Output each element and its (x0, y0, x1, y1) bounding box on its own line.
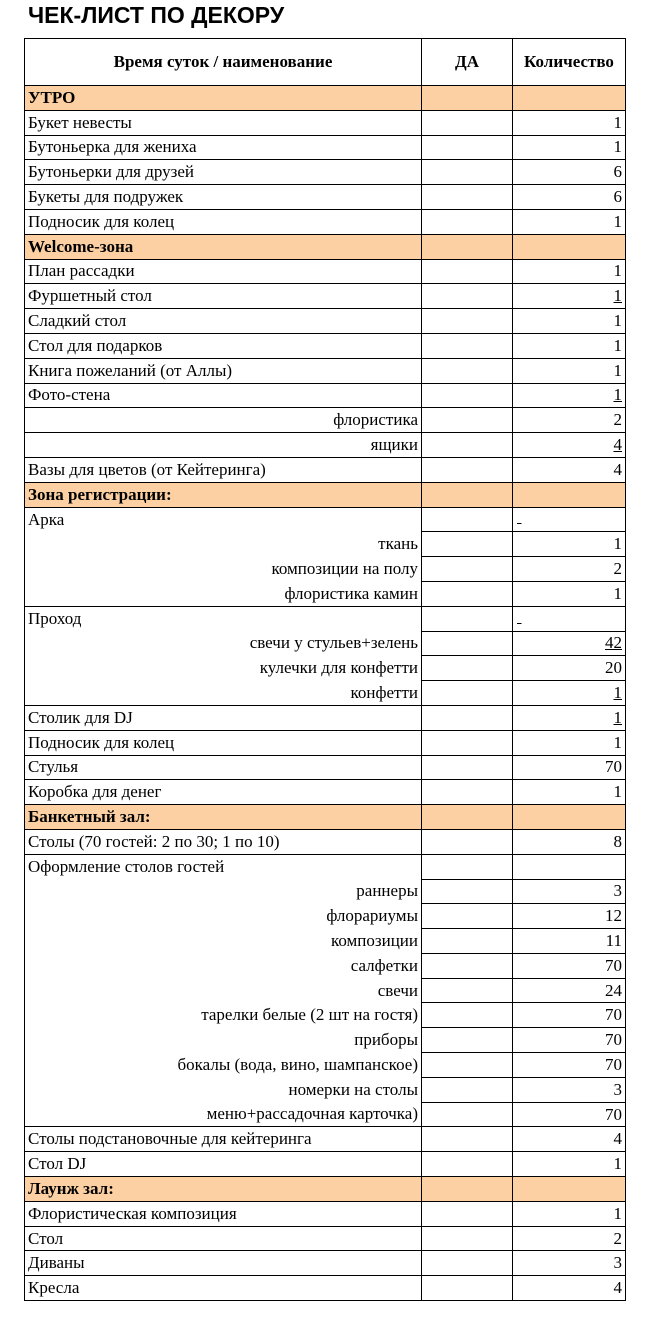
yes-checkbox-cell[interactable] (422, 209, 513, 234)
table-row (25, 953, 626, 978)
quantity-value: 70 (605, 1005, 622, 1025)
quantity-cell (513, 904, 626, 929)
quantity-cell (513, 557, 626, 582)
table-row (25, 904, 626, 929)
item-name: Арка (25, 507, 422, 532)
item-name: Проход (25, 606, 422, 631)
quantity-cell (513, 1226, 626, 1251)
yes-checkbox-cell[interactable] (422, 135, 513, 160)
item-name: Подносик для колец (25, 209, 422, 234)
quantity-value (517, 514, 522, 524)
yes-checkbox-cell[interactable] (422, 581, 513, 606)
quantity-cell (513, 581, 626, 606)
quantity-value: 1 (613, 1154, 622, 1174)
quantity-cell (513, 160, 626, 185)
yes-checkbox-cell[interactable] (422, 1053, 513, 1078)
item-name: Бутоньерка для жениха (25, 135, 422, 160)
quantity-cell (513, 1077, 626, 1102)
quantity-cell (513, 259, 626, 284)
quantity-value: 6 (613, 162, 622, 182)
quantity-cell (513, 1152, 626, 1177)
section-title: Зона регистрации: (25, 482, 422, 507)
sub-item-name: флористика камин (25, 581, 422, 606)
column-header-quantity: Количество (513, 39, 626, 86)
quantity-value: 1 (613, 112, 622, 132)
table-row (25, 681, 626, 706)
quantity-value: 1 (613, 311, 622, 331)
quantity-value: 1 (613, 1203, 622, 1223)
table-row (25, 929, 626, 954)
quantity-value: 1 (613, 335, 622, 355)
yes-checkbox-cell[interactable] (422, 978, 513, 1003)
item-name: Букет невесты (25, 110, 422, 135)
yes-checkbox-cell[interactable] (422, 854, 513, 879)
item-name: Коробка для денег (25, 780, 422, 805)
quantity-value: 2 (613, 1228, 622, 1248)
yes-checkbox-cell[interactable] (422, 805, 513, 830)
quantity-cell (513, 929, 626, 954)
quantity-value: 4 (613, 459, 622, 479)
quantity-value: 70 (605, 757, 622, 777)
table-row (25, 978, 626, 1003)
table-row (25, 656, 626, 681)
quantity-value: 2 (613, 410, 622, 430)
quantity-value: 70 (605, 955, 622, 975)
item-name: Сладкий стол (25, 309, 422, 334)
quantity-value: 11 (605, 930, 622, 950)
table-row (25, 110, 626, 135)
sub-item-name: композиции на полу (25, 557, 422, 582)
sub-item-name: свечи (25, 978, 422, 1003)
quantity-value: 1 (613, 286, 622, 306)
quantity-cell (513, 86, 626, 111)
section-title: Welcome-зона (25, 234, 422, 259)
sub-item-name: салфетки (25, 953, 422, 978)
yes-checkbox-cell[interactable] (422, 879, 513, 904)
item-name: Вазы для цветов (от Кейтеринга) (25, 457, 422, 482)
table-row (25, 1226, 626, 1251)
section-header-row (25, 234, 626, 259)
table-row (25, 408, 626, 433)
table-header-row (25, 39, 626, 86)
table-row (25, 259, 626, 284)
yes-checkbox-cell[interactable] (422, 730, 513, 755)
yes-checkbox-cell[interactable] (422, 482, 513, 507)
decor-checklist-table (24, 38, 626, 1301)
item-name: Столик для DJ (25, 705, 422, 730)
yes-checkbox-cell[interactable] (422, 1226, 513, 1251)
yes-checkbox-cell[interactable] (422, 1028, 513, 1053)
yes-checkbox-cell[interactable] (422, 705, 513, 730)
section-header-row (25, 805, 626, 830)
quantity-cell (513, 1003, 626, 1028)
table-row (25, 507, 626, 532)
quantity-cell (513, 507, 626, 532)
quantity-cell (513, 829, 626, 854)
item-name: Столы подстановочные для кейтеринга (25, 1127, 422, 1152)
quantity-cell (513, 681, 626, 706)
quantity-value: 70 (605, 1054, 622, 1074)
quantity-value: 4 (613, 1129, 622, 1149)
yes-checkbox-cell[interactable] (422, 681, 513, 706)
yes-checkbox-cell[interactable] (422, 631, 513, 656)
yes-checkbox-cell[interactable] (422, 383, 513, 408)
quantity-cell (513, 135, 626, 160)
yes-checkbox-cell[interactable] (422, 532, 513, 557)
quantity-cell (513, 755, 626, 780)
table-row (25, 1053, 626, 1078)
quantity-cell (513, 284, 626, 309)
yes-checkbox-cell[interactable] (422, 1177, 513, 1202)
quantity-cell (513, 1102, 626, 1127)
yes-checkbox-cell[interactable] (422, 309, 513, 334)
quantity-value: 1 (613, 211, 622, 231)
quantity-value: 70 (605, 1104, 622, 1124)
quantity-cell (513, 1127, 626, 1152)
sub-item-name: раннеры (25, 879, 422, 904)
quantity-cell (513, 631, 626, 656)
yes-checkbox-cell[interactable] (422, 433, 513, 458)
yes-checkbox-cell[interactable] (422, 358, 513, 383)
quantity-value: 4 (613, 435, 622, 455)
yes-checkbox-cell[interactable] (422, 1251, 513, 1276)
section-header-row (25, 86, 626, 111)
sub-item-name: ящики (25, 433, 422, 458)
table-row (25, 532, 626, 557)
sub-item-name: конфетти (25, 681, 422, 706)
table-row (25, 1276, 626, 1301)
table-row (25, 557, 626, 582)
quantity-value: 1 (613, 683, 622, 703)
item-name: Оформление столов гостей (25, 854, 422, 879)
yes-checkbox-cell[interactable] (422, 1003, 513, 1028)
sub-item-name: тарелки белые (2 шт на гостя) (25, 1003, 422, 1028)
table-row (25, 755, 626, 780)
table-row (25, 185, 626, 210)
quantity-cell (513, 457, 626, 482)
quantity-cell (513, 606, 626, 631)
table-row (25, 1028, 626, 1053)
quantity-value: 3 (613, 1079, 622, 1099)
quantity-value: 2 (613, 559, 622, 579)
quantity-cell (513, 854, 626, 879)
quantity-value: 24 (605, 980, 622, 1000)
section-header-row (25, 1177, 626, 1202)
quantity-cell (513, 110, 626, 135)
quantity-value: 3 (613, 1253, 622, 1273)
yes-checkbox-cell[interactable] (422, 780, 513, 805)
table-row (25, 284, 626, 309)
table-row (25, 1127, 626, 1152)
yes-checkbox-cell[interactable] (422, 953, 513, 978)
table-row (25, 705, 626, 730)
quantity-value: 1 (613, 707, 622, 727)
sub-item-name: приборы (25, 1028, 422, 1053)
table-row (25, 1077, 626, 1102)
sub-item-name: ткань (25, 532, 422, 557)
yes-checkbox-cell[interactable] (422, 284, 513, 309)
item-name: Букеты для подружек (25, 185, 422, 210)
yes-checkbox-cell[interactable] (422, 557, 513, 582)
quantity-value: 3 (613, 881, 622, 901)
quantity-cell (513, 358, 626, 383)
sub-item-name: флористика (25, 408, 422, 433)
quantity-cell (513, 532, 626, 557)
yes-checkbox-cell[interactable] (422, 904, 513, 929)
yes-checkbox-cell[interactable] (422, 333, 513, 358)
item-name: Стол DJ (25, 1152, 422, 1177)
table-row (25, 879, 626, 904)
table-row (25, 209, 626, 234)
yes-checkbox-cell[interactable] (422, 457, 513, 482)
table-row (25, 1003, 626, 1028)
quantity-cell (513, 209, 626, 234)
item-name: Стол для подарков (25, 333, 422, 358)
table-row (25, 358, 626, 383)
yes-checkbox-cell[interactable] (422, 1152, 513, 1177)
yes-checkbox-cell[interactable] (422, 110, 513, 135)
quantity-cell (513, 333, 626, 358)
quantity-cell (513, 1028, 626, 1053)
yes-checkbox-cell[interactable] (422, 1201, 513, 1226)
quantity-cell (513, 879, 626, 904)
sub-item-name: кулечки для конфетти (25, 656, 422, 681)
quantity-value: 1 (613, 360, 622, 380)
yes-checkbox-cell[interactable] (422, 160, 513, 185)
yes-checkbox-cell[interactable] (422, 507, 513, 532)
quantity-cell (513, 408, 626, 433)
quantity-value: 1 (613, 732, 622, 752)
sub-item-name: бокалы (вода, вино, шампанское) (25, 1053, 422, 1078)
table-row (25, 309, 626, 334)
table-row (25, 1201, 626, 1226)
table-row (25, 333, 626, 358)
section-title: УТРО (25, 86, 422, 111)
yes-checkbox-cell[interactable] (422, 755, 513, 780)
yes-checkbox-cell[interactable] (422, 86, 513, 111)
table-row (25, 1251, 626, 1276)
quantity-cell (513, 433, 626, 458)
yes-checkbox-cell[interactable] (422, 829, 513, 854)
table-row (25, 1102, 626, 1127)
item-name: Кресла (25, 1276, 422, 1301)
page-title: ЧЕК-ЛИСТ ПО ДЕКОРУ (28, 2, 285, 28)
quantity-value: 1 (613, 782, 622, 802)
table-row (25, 631, 626, 656)
quantity-value: 42 (605, 633, 622, 653)
quantity-value (517, 614, 522, 624)
quantity-cell (513, 482, 626, 507)
item-name: Флористическая композиция (25, 1201, 422, 1226)
table-row (25, 383, 626, 408)
table-row (25, 606, 626, 631)
quantity-value: 1 (613, 261, 622, 281)
quantity-value: 6 (613, 187, 622, 207)
quantity-cell (513, 1177, 626, 1202)
quantity-cell (513, 705, 626, 730)
table-row (25, 829, 626, 854)
yes-checkbox-cell[interactable] (422, 234, 513, 259)
quantity-cell (513, 656, 626, 681)
quantity-value: 1 (613, 583, 622, 603)
quantity-cell (513, 978, 626, 1003)
quantity-cell (513, 185, 626, 210)
section-title: Банкетный зал: (25, 805, 422, 830)
item-name: Диваны (25, 1251, 422, 1276)
item-name: План рассадки (25, 259, 422, 284)
quantity-cell (513, 234, 626, 259)
quantity-value: 8 (613, 831, 622, 851)
section-header-row (25, 482, 626, 507)
item-name: Книга пожеланий (от Аллы) (25, 358, 422, 383)
yes-checkbox-cell[interactable] (422, 1102, 513, 1127)
quantity-value: 4 (613, 1278, 622, 1298)
item-name: Столы (70 гостей: 2 по 30; 1 по 10) (25, 829, 422, 854)
item-name: Стол (25, 1226, 422, 1251)
table-row (25, 780, 626, 805)
yes-checkbox-cell[interactable] (422, 1276, 513, 1301)
sub-item-name: флорариумы (25, 904, 422, 929)
yes-checkbox-cell[interactable] (422, 1127, 513, 1152)
table-row (25, 730, 626, 755)
sub-item-name: меню+рассадочная карточка) (25, 1102, 422, 1127)
column-header-name: Время суток / наименование (25, 39, 422, 86)
quantity-cell (513, 383, 626, 408)
column-header-yes: ДА (422, 39, 513, 86)
quantity-cell (513, 1201, 626, 1226)
sub-item-name: номерки на столы (25, 1077, 422, 1102)
quantity-value: 1 (613, 385, 622, 405)
item-name: Фуршетный стол (25, 284, 422, 309)
yes-checkbox-cell[interactable] (422, 1077, 513, 1102)
quantity-cell (513, 805, 626, 830)
quantity-cell (513, 780, 626, 805)
quantity-value: 20 (605, 658, 622, 678)
sub-item-name: композиции (25, 929, 422, 954)
quantity-value: 1 (613, 534, 622, 554)
quantity-cell (513, 1053, 626, 1078)
quantity-cell (513, 1276, 626, 1301)
quantity-cell (513, 309, 626, 334)
table-row (25, 1152, 626, 1177)
sub-item-name: свечи у стульев+зелень (25, 631, 422, 656)
quantity-cell (513, 730, 626, 755)
item-name: Фото-стена (25, 383, 422, 408)
table-row (25, 433, 626, 458)
item-name: Бутоньерки для друзей (25, 160, 422, 185)
table-row (25, 854, 626, 879)
table-row (25, 160, 626, 185)
quantity-cell (513, 953, 626, 978)
item-name: Подносик для колец (25, 730, 422, 755)
quantity-cell (513, 1251, 626, 1276)
yes-checkbox-cell[interactable] (422, 408, 513, 433)
yes-checkbox-cell[interactable] (422, 929, 513, 954)
quantity-value: 70 (605, 1030, 622, 1050)
section-title: Лаунж зал: (25, 1177, 422, 1202)
quantity-value: 1 (613, 137, 622, 157)
yes-checkbox-cell[interactable] (422, 656, 513, 681)
quantity-value: 12 (605, 906, 622, 926)
yes-checkbox-cell[interactable] (422, 259, 513, 284)
yes-checkbox-cell[interactable] (422, 606, 513, 631)
yes-checkbox-cell[interactable] (422, 185, 513, 210)
item-name: Стулья (25, 755, 422, 780)
table-row (25, 135, 626, 160)
table-row (25, 581, 626, 606)
table-row (25, 457, 626, 482)
